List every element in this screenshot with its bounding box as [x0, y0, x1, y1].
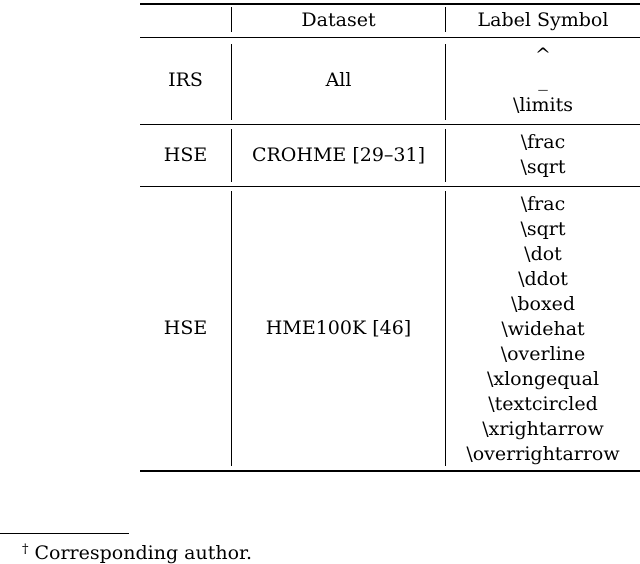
footnote	[0, 539, 252, 564]
footnote-text: Corresponding author.	[34, 542, 253, 564]
row-dataset: All	[325, 69, 352, 91]
row-symbols	[446, 130, 640, 180]
row-rule-1	[140, 124, 640, 125]
label-symbol: ^	[535, 44, 551, 66]
label-symbol: \boxed	[510, 293, 576, 315]
row-dataset: CROHME [29–31]	[251, 144, 426, 166]
row-rule-2	[140, 186, 640, 187]
label-symbol: \overrightarrow	[466, 443, 620, 465]
label-symbol: \overline	[500, 343, 586, 365]
row-dataset: HME100K [46]	[265, 317, 412, 339]
label-symbol: \widehat	[501, 318, 585, 340]
footnote-rule	[0, 533, 129, 534]
label-symbol: \sqrt	[520, 218, 566, 240]
row-method: HSE	[163, 144, 208, 166]
table-top-rule	[140, 3, 640, 5]
label-symbol: \xrightarrow	[482, 418, 604, 440]
label-symbol: \ddot	[518, 268, 568, 290]
header-rule	[140, 37, 640, 38]
header-label-symbol: Label Symbol	[477, 9, 609, 31]
row-method: HSE	[163, 317, 208, 339]
row-method: IRS	[168, 69, 203, 91]
row-symbols	[446, 43, 640, 118]
header-dataset: Dataset	[301, 9, 376, 31]
label-symbol: \frac	[520, 131, 566, 153]
label-symbol: \sqrt	[520, 156, 566, 178]
label-symbol: \textcircled	[488, 393, 598, 415]
row-symbols	[446, 192, 640, 467]
footnote-marker: †	[22, 542, 29, 557]
table-bottom-rule	[140, 470, 640, 472]
label-symbol: \xlongequal	[486, 368, 600, 390]
label-symbol: \dot	[524, 243, 562, 265]
label-symbol: _	[538, 69, 548, 91]
label-symbol: \limits	[512, 94, 574, 116]
label-symbol: \frac	[520, 193, 566, 215]
